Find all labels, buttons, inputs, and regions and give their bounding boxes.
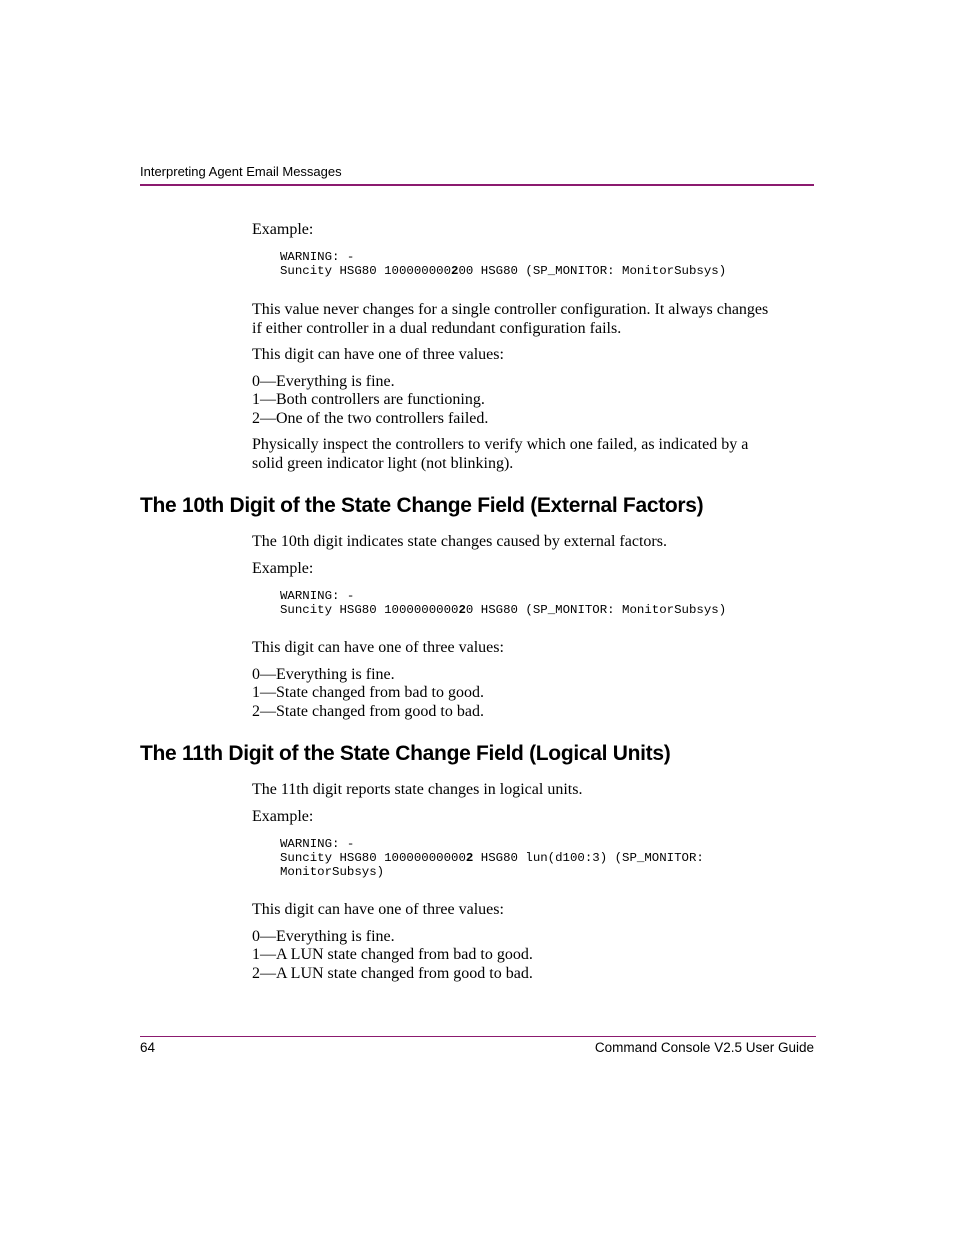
code-line-post: HSG80 lun(d100:3) (SP_MONITOR: [473,851,704,865]
values-intro: This digit can have one of three values: [252,346,504,363]
paragraph-line: if either controller in a dual redundant configuration fails. [252,320,622,337]
code-line: WARNING: - [280,250,355,264]
values-intro: This digit can have one of three values: [252,639,504,656]
code-highlight-digit: 2 [458,603,466,617]
value-item: 1—A LUN state changed from bad to good. [252,946,533,963]
paragraph-line: Physically inspect the controllers to verify which one failed, as indicated by a [252,436,749,453]
running-header: Interpreting Agent Email Messages [140,164,342,179]
code-line-post: 0 HSG80 (SP_MONITOR: MonitorSubsys) [465,603,727,617]
value-item: 1—Both controllers are functioning. [252,391,485,408]
values-intro: This digit can have one of three values: [252,901,504,918]
footer-rule [140,1036,816,1037]
code-line-pre: Suncity HSG80 10000000000 [280,851,466,865]
section-heading: The 10th Digit of the State Change Field (External Factors) [140,494,704,517]
value-item: 0—Everything is fine. [252,666,395,683]
value-item: 0—Everything is fine. [252,373,395,390]
code-example [280,250,726,278]
section-intro: The 10th digit indicates state changes caused by external factors. [252,533,667,550]
code-line: WARNING: - [280,589,355,603]
code-highlight-digit: 2 [451,264,459,278]
code-example [280,837,704,879]
section-intro: The 11th digit reports state changes in logical units. [252,781,583,798]
footer-guide-title: Command Console V2.5 User Guide [594,1040,814,1055]
section-heading: The 11th Digit of the State Change Field (Logical Units) [140,742,671,765]
example-label: Example: [252,560,314,577]
paragraph-line: solid green indicator light (not blinking). [252,455,514,472]
example-label: Example: [252,221,314,238]
page-number: 64 [140,1040,156,1055]
example-label: Example: [252,808,314,825]
header-rule [140,184,814,186]
value-item: 2—A LUN state changed from good to bad. [252,965,533,982]
value-item: 2—State changed from good to bad. [252,703,484,720]
value-item: 2—One of the two controllers failed. [252,410,489,427]
code-line-pre: Suncity HSG80 100000000 [280,264,452,278]
value-item: 1—State changed from bad to good. [252,684,484,701]
value-item: 0—Everything is fine. [252,928,395,945]
code-line: WARNING: - [280,837,355,851]
code-line-pre: Suncity HSG80 1000000000 [280,603,459,617]
code-line-post: 00 HSG80 (SP_MONITOR: MonitorSubsys) [458,264,727,278]
code-highlight-digit: 2 [465,851,474,865]
paragraph-line: This value never changes for a single controller configuration. It always changes [252,301,769,318]
code-line: MonitorSubsys) [280,865,385,879]
code-example [280,589,726,617]
